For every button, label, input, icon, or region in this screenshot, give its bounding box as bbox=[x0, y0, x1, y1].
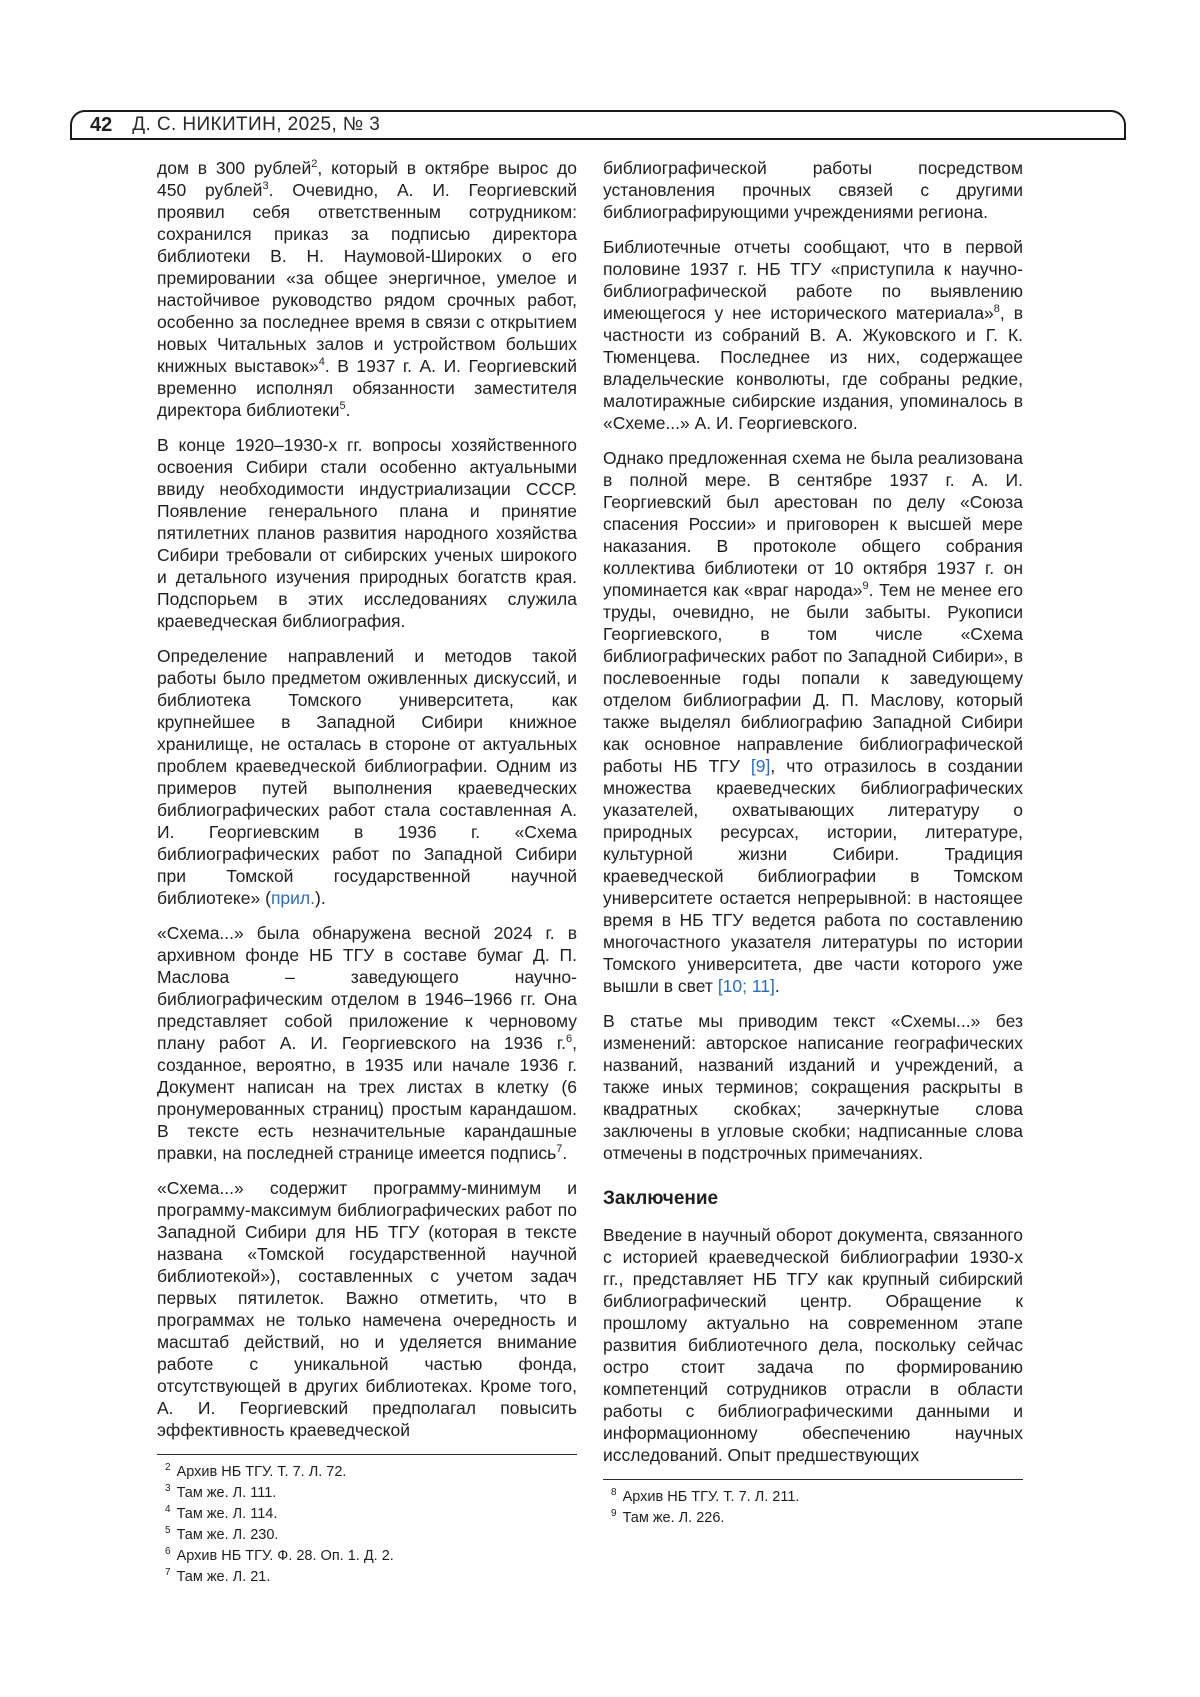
footnote bbox=[603, 1488, 1023, 1507]
paragraph: Определение направлений и методов такой работы было предметом оживленных дискуссий, и библиотека Томского университета, как крупнейшее в Западной Сибири книжное хранилище, не осталась в стороне от актуальных проблем краеведческой библиографии. Одним из примеров путей выполнения краеведческих библиографических работ стала составленная А. И. Георгиевским в 1936 г. «Схема библиографических работ по Западной Сибири при Томской государственной научной библиотеке» (прил.). bbox=[157, 646, 577, 908]
paragraph: Однако предложенная схема не была реализована в полной мере. В сентябре 1937 г. А. И. Георгиевский был арестован по делу «Союза спасения России» и приговорен к высшей мере наказания. В протоколе общего собрания коллектива библиотеки от 10 октября 1937 г. он упоминается как «враг народа»$^9$. Тем не менее его труды, очевидно, не были забыты. Рукописи Георгиевского, в том числе «Схема библиографических работ по Западной Сибири», в послевоенные годы попали к заведующему отделом библиографии Д. П. Маслову, который также выделял библиографию Западной Сибири как основное направление библиографической работы НБ ТГУ [9], что отразилось в создании множества краеведческих библиографических указателей, охватывающих литературу о природных ресурсах, истории, литературе, культурной жизни Сибири. Традиция краеведческой библиографии в Томском университете остается непрерывной: в настоящее время в НБ ТГУ ведется работа по составлению многочастного указателя литературы по истории Томского университета, две части которого уже вышли в свет [10; 11]. bbox=[603, 448, 1024, 996]
footnote-number: 8 bbox=[611, 1487, 617, 1499]
footnote bbox=[157, 1463, 577, 1482]
footnote-number: 4 bbox=[165, 1504, 171, 1516]
footnote bbox=[157, 1547, 577, 1566]
conclusion-heading: Заключение bbox=[603, 1188, 719, 1209]
running-head-title: Д. С. НИКИТИН, 2025, № 3 bbox=[132, 114, 381, 135]
footnote-number: 5 bbox=[165, 1525, 171, 1537]
footnote-text: Архив НБ ТГУ. Ф. 28. Оп. 1. Д. 2. bbox=[176, 1548, 394, 1564]
footnote-text: Там же. Л. 21. bbox=[176, 1569, 271, 1585]
footnote bbox=[157, 1526, 577, 1545]
footnote-number: 6 bbox=[165, 1546, 171, 1558]
paragraph: библиографической работы посредством установления прочных связей с другими библиографирующими учреждениями региона. bbox=[603, 158, 1023, 222]
footnote-ref: 2 bbox=[311, 158, 318, 171]
inline-reference-link[interactable]: [10; 11] bbox=[717, 976, 775, 996]
footnote bbox=[157, 1505, 577, 1524]
paragraph: дом в 300 рублей$^2$, который в октябре вырос до 450 рублей$^3$. Очевидно, А. И. Георгиевский проявил себя ответственным сотрудником: сохранился приказ за подписью директора библиотеки В. Н. Наумовой-Широких о его премировании «за общее энергичное, умелое и настойчивое руководство рядом срочных работ, особенно за последнее время в связи с открытием новых Читальных залов и устройством больших книжных выставок»$^4$. В 1937 г. А. И. Георгиевский временно исполнял обязанности заместителя директора библиотеки$^5$. bbox=[157, 158, 578, 420]
footnote-ref: 9 bbox=[862, 580, 869, 593]
left-footnotes bbox=[157, 1454, 577, 1587]
footnote-text: Там же. Л. 226. bbox=[622, 1510, 725, 1526]
page-number: 42 bbox=[90, 113, 113, 136]
paragraph: «Схема...» была обнаружена весной 2024 г. в архивном фонде НБ ТГУ в составе бумаг Д. П. Маслова – заведующего научно-библиографическим отделом в 1946–1966 гг. Она представляет собой приложение к черновому плану работ А. И. Георгиевского на 1936 г.$^6$, созданное, вероятно, в 1935 или начале 1936 г. Документ написан на трех листах в клетку (6 пронумерованных страниц) простым карандашом. В тексте есть незначительные карандашные правки, на последней странице имеется подпись$^7$. bbox=[157, 923, 577, 1163]
paragraph: В конце 1920–1930-х гг. вопросы хозяйственного освоения Сибири стали особенно актуальными ввиду необходимости индустриализации СССР. Появление генерального плана и принятие пятилетних планов развития народного хозяйства Сибири требовали от сибирских ученых широкого и детального изучения природных богатств края. Подспорьем в этих исследованиях служила краеведческая библиография. bbox=[157, 435, 577, 631]
right-column bbox=[603, 157, 1023, 1589]
footnote bbox=[157, 1568, 577, 1587]
footnote-text: Там же. Л. 114. bbox=[176, 1506, 278, 1522]
footnote-text: Архив НБ ТГУ. Т. 7. Л. 72. bbox=[176, 1464, 347, 1480]
page-header bbox=[70, 110, 1126, 140]
footnote-ref: 3 bbox=[262, 180, 269, 193]
paragraph: «Схема...» содержит программу-минимум и программу-максимум библиографических работ по Западной Сибири для НБ ТГУ (которая в тексте названа «Томской государственной научной библиотекой»), составленных с учетом задач первых пятилеток. Важно отметить, что в программах не только намечена очередность и масштаб действий, но и уделяется внимание работе с уникальной частью фонда, отсутствующей в других библиотеках. Кроме того, А. И. Георгиевский предполагал повысить эффективность краеведческой bbox=[157, 1178, 577, 1440]
footnote-text: Там же. Л. 230. bbox=[176, 1527, 279, 1543]
footnote bbox=[603, 1509, 1023, 1528]
footnote-separator bbox=[603, 1479, 1023, 1480]
footnote-separator bbox=[157, 1454, 577, 1455]
footnote-ref: 4 bbox=[318, 356, 325, 369]
footnote-number: 3 bbox=[165, 1483, 171, 1495]
footnote-ref: 7 bbox=[556, 1143, 563, 1156]
footnote-ref: 6 bbox=[566, 1033, 573, 1046]
footnote-text: Архив НБ ТГУ. Т. 7. Л. 211. bbox=[622, 1489, 800, 1505]
inline-reference-link[interactable]: [9] bbox=[750, 756, 771, 776]
paragraph: Библиотечные отчеты сообщают, что в первой половине 1937 г. НБ ТГУ «приступила к научно-библиографической работе по выявлению имеющегося у нее исторического материала»$^8$, в частности из собраний В. А. Жуковского и Г. К. Тюменцева. Последнее из них, содержащее владельческие конволюты, где собраны редкие, малотиражные сибирские издания, упоминалось в «Схеме...» А. И. Георгиевского. bbox=[603, 237, 1024, 433]
footnote-number: 7 bbox=[165, 1567, 171, 1579]
paragraph: Введение в научный оборот документа, связанного с историей краеведческой библиографии 1930-х гг., представляет НБ ТГУ как крупный сибирский библиографический центр. Обращение к прошлому актуально на современном этапе развития библиотечного дела, поскольку сейчас остро стоит задача по формированию компетенций сотрудников отрасли в области работы с библиографическими данными и информационному обеспечению научных исследований. Опыт предшествующих bbox=[603, 1225, 1023, 1465]
paragraph: В статье мы приводим текст «Схемы...» без изменений: авторское написание географических названий, названий изданий и учреждений, а также иных терминов; сокращения раскрыты в квадратных скобках; зачеркнутые слова заключены в угловые скобки; надписанные слова отмечены в подстрочных примечаниях. bbox=[603, 1011, 1023, 1163]
footnote-ref: 5 bbox=[339, 400, 346, 413]
right-footnotes bbox=[603, 1479, 1023, 1528]
footnote-text: Там же. Л. 111. bbox=[176, 1485, 277, 1501]
two-column-layout bbox=[157, 157, 1023, 1589]
left-column bbox=[157, 157, 577, 1589]
footnote-number: 2 bbox=[165, 1462, 171, 1474]
inline-reference-link[interactable]: прил. bbox=[270, 888, 315, 908]
footnote bbox=[157, 1484, 577, 1503]
footnote-number: 9 bbox=[611, 1508, 617, 1520]
footnote-ref: 8 bbox=[993, 303, 1000, 316]
